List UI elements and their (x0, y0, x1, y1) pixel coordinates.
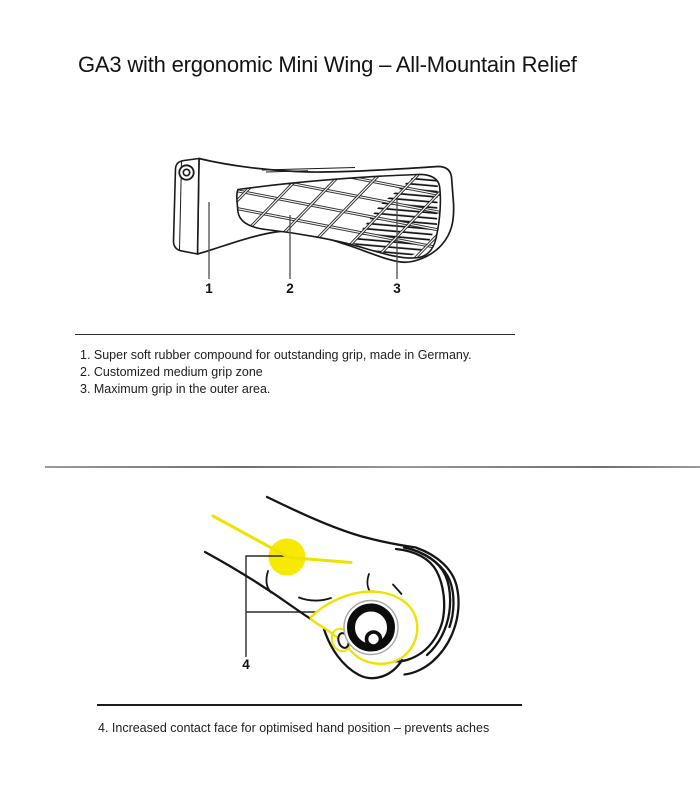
callout-label-3: 3 (393, 281, 401, 296)
callout-label-4: 4 (242, 657, 250, 672)
grip-cross-section (311, 592, 417, 664)
grip-notes-divider (75, 334, 515, 335)
grip-clamp (174, 159, 200, 255)
section-divider (45, 466, 700, 468)
callout-label-1: 1 (205, 281, 213, 296)
grip-notes-list (80, 347, 472, 398)
callout-label-2: 2 (286, 281, 294, 296)
cable-port-circle (367, 632, 381, 646)
hand-outline (205, 497, 459, 678)
hand-note-divider (97, 704, 522, 706)
grip-note-2: 2. Customized medium grip zone (80, 365, 263, 379)
hand-grip-cross-section-illustration (195, 478, 470, 685)
grip-top-view-illustration (160, 140, 470, 300)
page-title: GA3 with ergonomic Mini Wing – All-Mountain Relief (78, 52, 577, 77)
grip-note-1: 1. Super soft rubber compound for outstanding grip, made in Germany. (80, 348, 472, 362)
grip-note-3: 3. Maximum grip in the outer area. (80, 382, 271, 396)
hand-note: 4. Increased contact face for optimised hand position – prevents aches (98, 721, 490, 735)
